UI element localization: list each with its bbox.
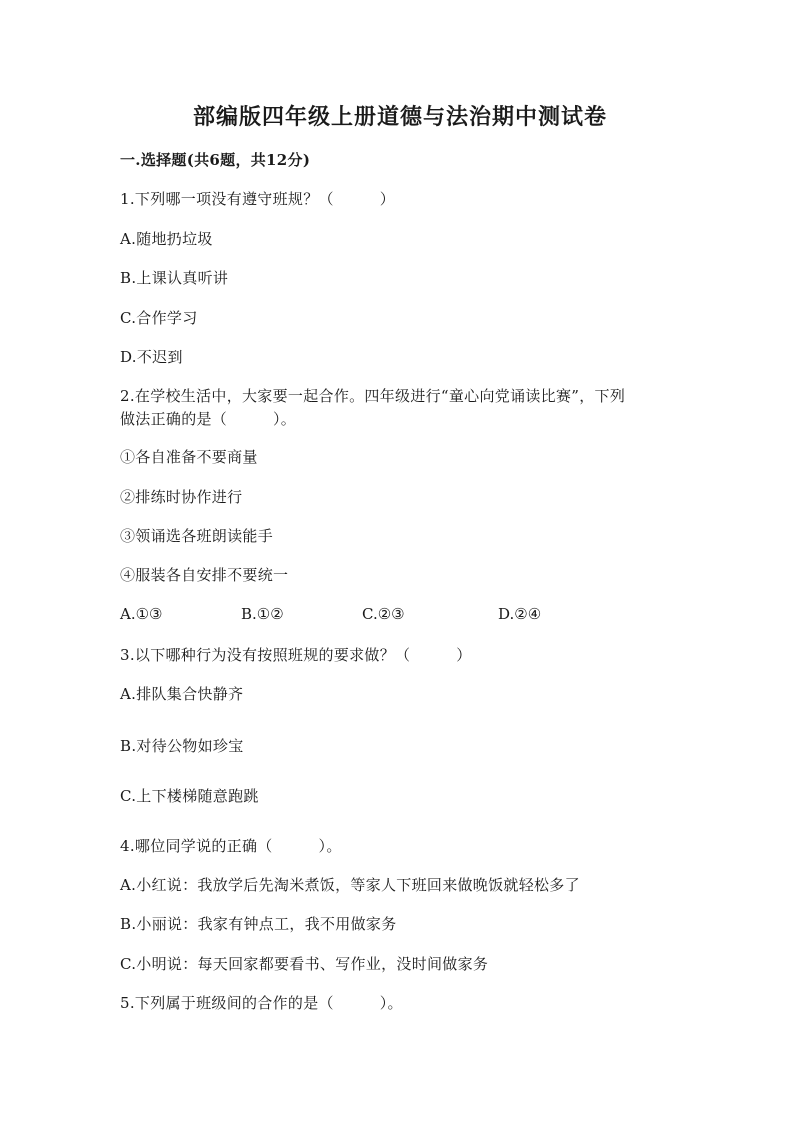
question-2-option-d: D.②④ [498,605,542,623]
question-3-option-a: A.排队集合快静齐 [120,685,244,703]
question-1-option-c: C.合作学习 [120,309,198,327]
question-2-option-b: B.①② [241,605,284,623]
question-1-option-d: D.不迟到 [120,348,183,366]
question-2-stem-line-2: 做法正确的是（ ）。 [120,410,297,428]
question-2-option-a: A.①③ [120,605,163,623]
question-4-option-a: A.小红说：我放学后先淘米煮饭，等家人下班回来做晚饭就轻松多了 [120,876,580,894]
question-4-option-c: C.小明说：每天回家都要看书、写作业，没时间做家务 [120,955,489,973]
question-1-stem: 1.下列哪一项没有遵守班规？（ ） [120,190,396,208]
question-3-option-b: B.对待公物如珍宝 [120,737,244,755]
page-title: 部编版四年级上册道德与法治期中测试卷 [192,104,607,130]
question-2-statement-4: ④服装各自安排不要统一 [120,566,289,584]
question-2-statement-3: ③领诵选各班朗读能手 [120,527,274,545]
question-4-option-b: B.小丽说：我家有钟点工，我不用做家务 [120,915,397,933]
question-5-stem: 5.下列属于班级间的合作的是（ ）。 [120,994,403,1012]
question-2-stem-line-1: 2.在学校生活中，大家要一起合作。四年级进行“童心向党诵读比赛”，下列 [120,387,626,405]
question-4-stem: 4.哪位同学说的正确（ ）。 [120,837,342,855]
question-3-stem: 3.以下哪种行为没有按照班规的要求做？（ ） [120,646,472,664]
question-2-statement-1: ①各自准备不要商量 [120,448,258,466]
question-1-option-b: B.上课认真听讲 [120,269,229,287]
question-2-options-row [0,604,800,626]
question-1-option-a: A.随地扔垃圾 [120,230,213,248]
section-heading: 一.选择题(共6题，共12分) [120,151,311,169]
question-2-option-c: C.②③ [362,605,405,623]
question-3-option-c: C.上下楼梯随意跑跳 [120,787,259,805]
question-2-statement-2: ②排练时协作进行 [120,488,243,506]
